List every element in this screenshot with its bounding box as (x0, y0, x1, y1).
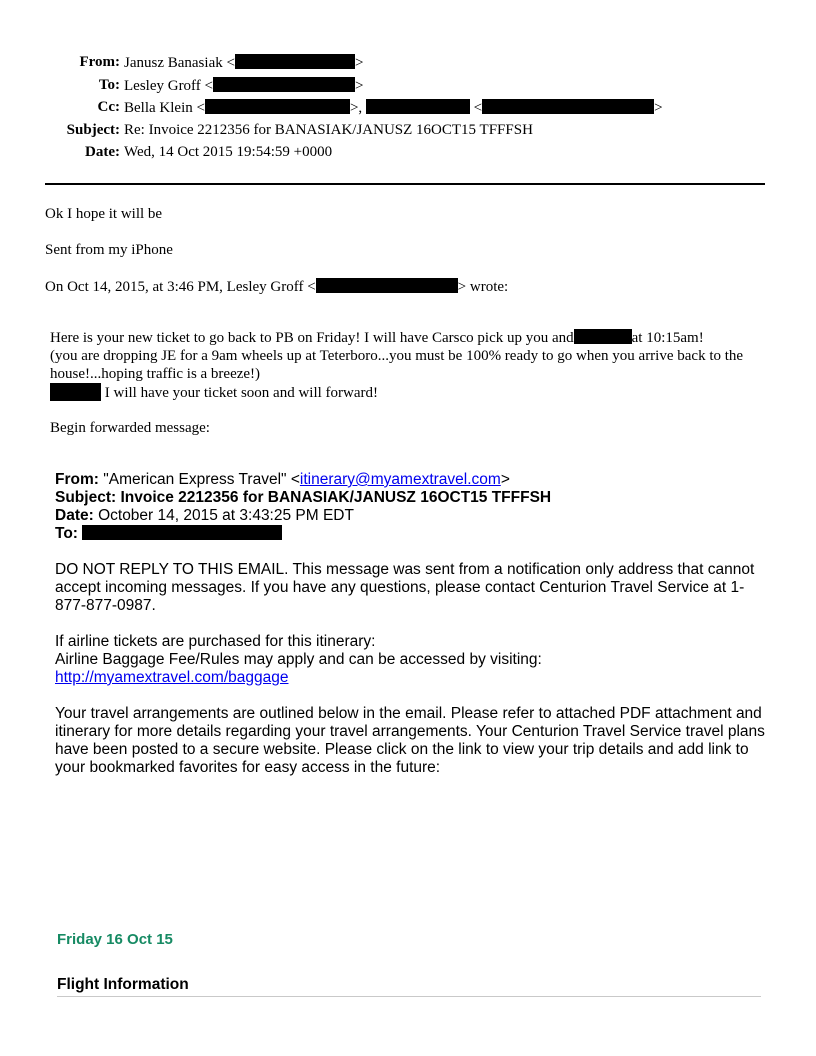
reply-line-3 (50, 383, 770, 402)
baggage-line-1: If airline tickets are purchased for this itinerary: (55, 633, 376, 650)
email-header (0, 54, 816, 167)
redaction-box (482, 99, 654, 114)
redaction-box (574, 329, 632, 344)
fwd-subject: Subject: Invoice 2212356 for BANASIAK/JANUSZ 16OCT15 TFFFSH (55, 489, 552, 506)
redaction-box (213, 77, 355, 92)
fwd-email-link[interactable]: itinerary@myamextravel.com (299, 471, 501, 488)
from-name: Janusz Banasiak (124, 55, 223, 71)
baggage-paragraph (55, 633, 767, 687)
date-label: Date: (85, 144, 120, 160)
reply-line-1 (50, 329, 770, 347)
baggage-link[interactable]: http://myamextravel.com/baggage (55, 669, 289, 686)
cc-label: Cc: (97, 99, 120, 115)
to-value: Lesley Groff < > (124, 77, 364, 94)
cc-row (0, 99, 816, 122)
fwd-to-row (55, 525, 551, 543)
fwd-subject-row (55, 489, 551, 507)
notice-paragraph: DO NOT REPLY TO THIS EMAIL. This message was sent from a notification only address that cannot accept incoming messages. If you have any questions, please contact Centurion Travel Service at 1-877-877-0987. (55, 561, 755, 614)
itinerary-day-title: Friday 16 Oct 15 (57, 931, 173, 948)
subject-label: Subject: (66, 121, 120, 138)
quote-suffix: > wrote: (457, 279, 509, 295)
redaction-box (50, 383, 101, 401)
fwd-from-close: > (500, 471, 510, 488)
fwd-date-label: Date: (55, 507, 94, 524)
baggage-line-2: Airline Baggage Fee/Rules may apply and can be accessed by visiting: (55, 651, 542, 668)
quote-prefix: On Oct 14, 2015, at 3:46 PM, Lesley Groff < (45, 279, 316, 295)
reply-line-3-text: I will have your ticket soon and will forward! (104, 385, 379, 401)
fwd-from-name: "American Express Travel" < (103, 471, 300, 488)
from-label: From: (79, 54, 120, 70)
reply-part-1: Here is your new ticket to go back to PB on Friday! I will have Carsco pick up you and (50, 330, 574, 346)
from-value: Janusz Banasiak < > (124, 55, 364, 71)
to-label: To: (98, 76, 120, 93)
forwarded-header (55, 471, 551, 543)
body-line-1: Ok I hope it will be (45, 206, 163, 222)
redaction-box (205, 99, 350, 114)
quoted-reply (50, 329, 770, 402)
fwd-to-label: To: (55, 525, 78, 542)
flight-info-divider (57, 996, 761, 997)
fwd-from-row (55, 471, 551, 489)
reply-part-2: at 10:15am! (631, 330, 704, 346)
reply-line-2: (you are dropping JE for a 9am wheels up at Teterboro...you must be 100% ready to go when you arrive back to the house!...hoping traffic is a breeze!) (50, 348, 744, 382)
date-row (0, 144, 816, 167)
to-name: Lesley Groff (124, 77, 201, 94)
to-row (0, 77, 816, 100)
redaction-box (366, 99, 470, 114)
sent-from-line: Sent from my iPhone (45, 242, 173, 258)
begin-forwarded: Begin forwarded message: (50, 420, 210, 436)
header-divider (45, 183, 765, 185)
redaction-box (316, 278, 458, 293)
redaction-box (235, 54, 355, 69)
subject-value: Re: Invoice 2212356 for BANASIAK/JANUSZ 16OCT15 TFFFSH (124, 121, 533, 138)
quote-attribution (45, 278, 508, 296)
cc-name: Bella Klein (124, 100, 193, 116)
redaction-box (82, 525, 282, 540)
fwd-date-value: October 14, 2015 at 3:43:25 PM EDT (98, 507, 354, 524)
fwd-from-label: From: (55, 471, 99, 488)
cc-value: Bella Klein < >, < > (124, 100, 663, 116)
fwd-date-row (55, 507, 551, 525)
subject-row (0, 122, 816, 145)
from-row (0, 54, 816, 77)
flight-info-heading: Flight Information (57, 976, 189, 993)
arrangements-paragraph: Your travel arrangements are outlined below in the email. Please refer to attached PDF attachment and itinerary for more details regarding your travel arrangements. Your Centurion Travel Service travel plans have been posted to a secure website. Please click on the link to view your trip details and add link to your bookmarked favorites for easy access in the future: (55, 705, 765, 776)
date-value: Wed, 14 Oct 2015 19:54:59 +0000 (124, 144, 333, 160)
